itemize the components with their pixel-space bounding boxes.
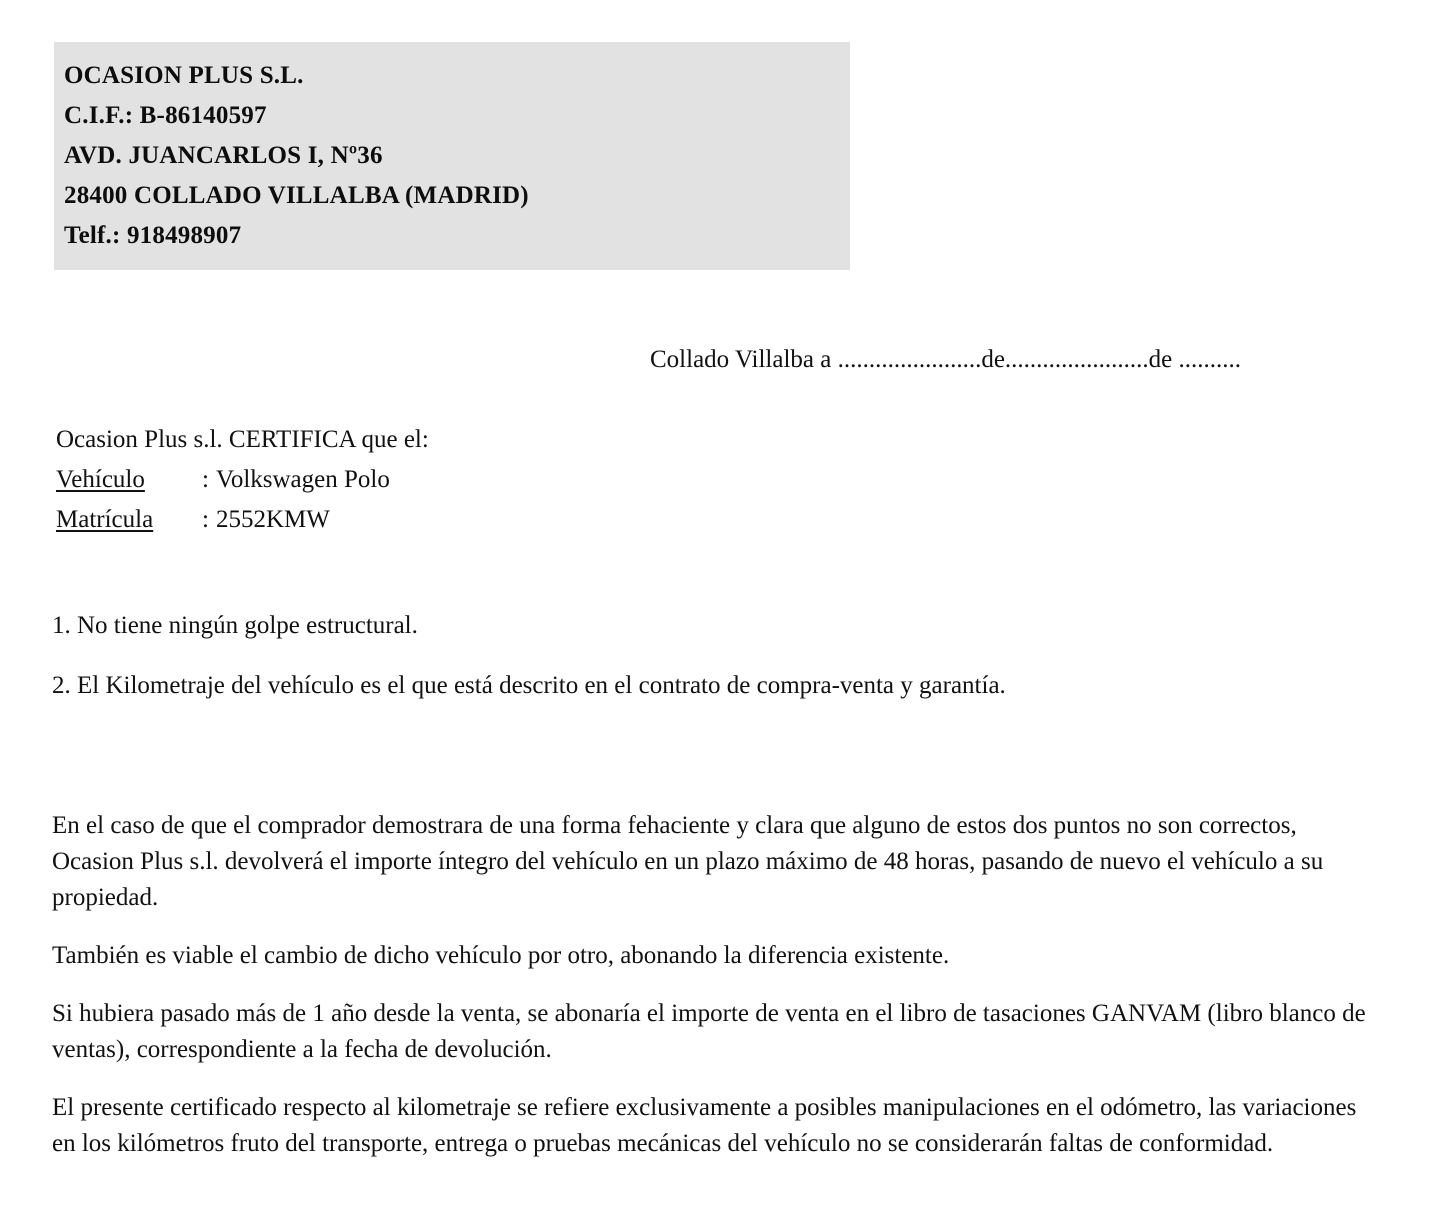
place-date-line: Collado Villalba a .......................de.......................de .......... — [650, 346, 1242, 373]
company-cif: C.I.F.: B-86140597 — [64, 102, 267, 129]
vehicle-field-row — [56, 460, 429, 500]
company-phone: Telf.: 918498907 — [64, 222, 242, 249]
letterhead-block — [54, 42, 850, 270]
plate-field-separator: : — [202, 506, 209, 533]
vehicle-field-label: Vehículo — [56, 466, 145, 493]
certified-point: 1. No tiene ningún golpe estructural. — [52, 612, 418, 639]
paragraph: En el caso de que el comprador demostrara de una forma fehaciente y clara que alguno de estos dos puntos no son correctos, Ocasion Plus s.l. devolverá el importe íntegro del vehículo en un plazo máximo de 48 horas, pasando de nuevo el vehículo a su propiedad. — [52, 812, 1324, 911]
body-paragraphs — [52, 808, 1376, 1162]
plate-field-value: 2552KMW — [216, 506, 330, 533]
paragraph: También es viable el cambio de dicho vehículo por otro, abonando la diferencia existente. — [52, 942, 950, 969]
plate-field-label: Matrícula — [56, 506, 154, 533]
certified-point: 2. El Kilometraje del vehículo es el que está descrito en el contrato de compra-venta y garantía. — [52, 672, 1006, 699]
company-address: AVD. JUANCARLOS I, Nº36 — [64, 142, 383, 169]
plate-field-row — [56, 500, 429, 540]
certify-intro: Ocasion Plus s.l. CERTIFICA que el: — [56, 426, 429, 453]
vehicle-field-value: Volkswagen Polo — [216, 466, 390, 493]
certified-points-list — [52, 608, 1382, 728]
certification-block — [56, 420, 429, 540]
paragraph: El presente certificado respecto al kilometraje se refiere exclusivamente a posibles manipulaciones en el odómetro, las variaciones en los kilómetros fruto del transporte, entrega o pruebas mecánicas del vehículo no se considerarán faltas de conformidad. — [52, 1094, 1357, 1157]
company-city: 28400 COLLADO VILLALBA (MADRID) — [64, 182, 529, 209]
paragraph: Si hubiera pasado más de 1 año desde la venta, se abonaría el importe de venta en el libro de tasaciones GANVAM (libro blanco de ventas), correspondiente a la fecha de devolución. — [52, 1000, 1366, 1063]
company-name: OCASION PLUS S.L. — [64, 62, 304, 89]
vehicle-field-separator: : — [202, 466, 209, 493]
